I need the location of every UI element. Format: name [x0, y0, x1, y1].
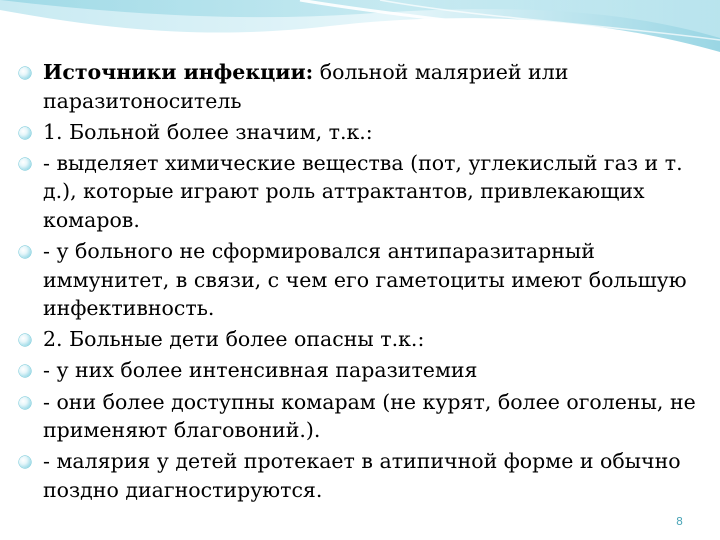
bullet-text: - у них более интенсивная паразитемия: [43, 358, 478, 383]
bullet-text: 2. Больные дети более опасны т.к.:: [43, 327, 425, 352]
bullet-icon: [19, 365, 31, 377]
bullet-text: - выделяет химические вещества (пот, углекислый газ и т. д.), которые играют роль аттрактантов, привлекающих комаров.: [43, 150, 683, 232]
bullet-item-immunity: [16, 237, 706, 323]
bullet-icon: [19, 397, 31, 409]
bullet-text: 1. Больной более значим, т.к.:: [43, 119, 373, 144]
bullet-icon: [19, 158, 31, 170]
bullet-text: - у больного не сформировался антипаразитарный иммунитет, в связи, с чем его гаметоциты имеют большую инфективность.: [43, 239, 687, 321]
bullet-icon: [19, 456, 31, 468]
bullet-item-children-dangerous: [16, 325, 706, 354]
bullet-list: [16, 58, 706, 504]
bullet-icon: [19, 67, 31, 79]
bullet-text: больной малярией или паразитоноситель: [43, 60, 569, 113]
header-wave-decoration: [0, 0, 720, 60]
bullet-text: - они более доступны комарам (не курят, более оголены, не применяют благовоний.).: [43, 389, 696, 443]
bullet-item-patient-significant: [16, 118, 706, 147]
bullet-item-accessible: [16, 388, 706, 445]
bullet-icon: [19, 334, 31, 346]
bullet-item-atypical-form: [16, 447, 706, 504]
bullet-item-chemicals: [16, 149, 706, 235]
bullet-icon: [19, 127, 31, 139]
page-number: 8: [676, 515, 683, 528]
bullet-icon: [19, 246, 31, 258]
bullet-item-sources: [16, 58, 706, 115]
bullet-bold-label: Источники инфекции:: [43, 60, 314, 84]
slide-content: [16, 58, 706, 507]
bullet-text: - малярия у детей протекает в атипичной форме и обычно поздно диагностируются.: [43, 449, 681, 502]
bullet-item-parasitemia: [16, 356, 706, 385]
